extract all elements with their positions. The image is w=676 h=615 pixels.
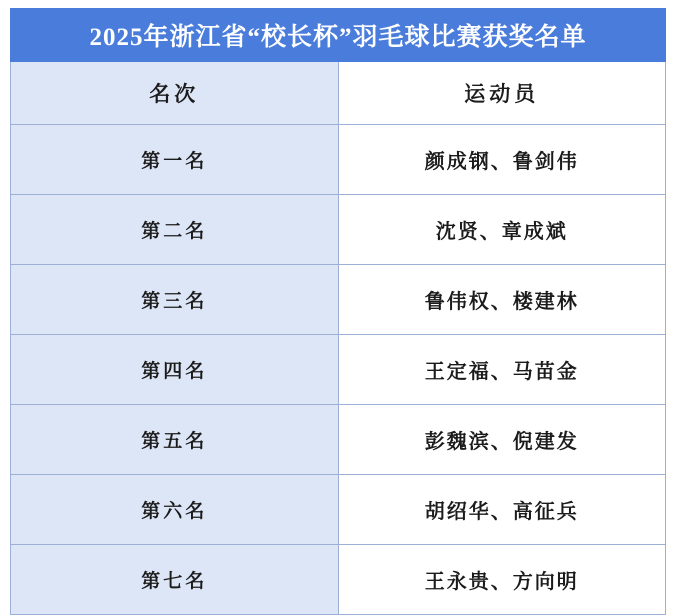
cell-player: 鲁伟权、楼建林 (338, 265, 666, 335)
table-row (11, 265, 666, 335)
title-row (11, 9, 666, 62)
cell-rank: 第三名 (11, 265, 339, 335)
column-header-player: 运动员 (338, 62, 666, 125)
cell-rank: 第一名 (11, 125, 339, 195)
cell-player: 王永贵、方向明 (338, 545, 666, 615)
cell-rank: 第五名 (11, 405, 339, 475)
cell-player: 沈贤、章成斌 (338, 195, 666, 265)
cell-player: 彭魏滨、倪建发 (338, 405, 666, 475)
column-header-rank: 名次 (11, 62, 339, 125)
table-row (11, 545, 666, 615)
award-list-table (10, 8, 666, 615)
table-row (11, 405, 666, 475)
cell-rank: 第六名 (11, 475, 339, 545)
table-body (11, 9, 666, 615)
cell-player: 颜成钢、鲁剑伟 (338, 125, 666, 195)
cell-rank: 第七名 (11, 545, 339, 615)
cell-rank: 第二名 (11, 195, 339, 265)
cell-player: 胡绍华、高征兵 (338, 475, 666, 545)
table-row (11, 335, 666, 405)
cell-rank: 第四名 (11, 335, 339, 405)
table-row (11, 475, 666, 545)
table-row (11, 125, 666, 195)
table-title: 2025年浙江省“校长杯”羽毛球比赛获奖名单 (11, 9, 666, 62)
cell-player: 王定福、马苗金 (338, 335, 666, 405)
header-row (11, 62, 666, 125)
table-row (11, 195, 666, 265)
